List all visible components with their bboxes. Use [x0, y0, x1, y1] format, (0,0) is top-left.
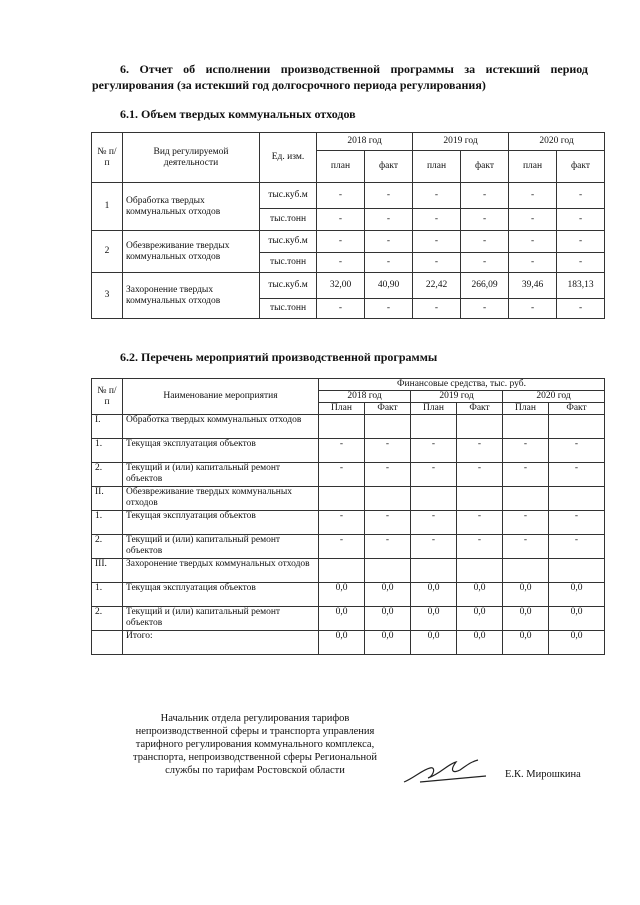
header-plan: план	[317, 151, 365, 183]
row-value: 39,46	[509, 273, 557, 299]
row-value: -	[413, 253, 461, 273]
header-finance: Финансовые средства, тыс. руб.	[319, 379, 605, 391]
row-value: -	[317, 231, 365, 253]
row-value: -	[509, 299, 557, 319]
header-plan: План	[319, 403, 365, 415]
row-value: -	[319, 439, 365, 463]
row-value: 0,0	[503, 607, 549, 631]
row-value: -	[509, 231, 557, 253]
row-value: 183,13	[557, 273, 605, 299]
row-activity: Обезвреживание твердых коммунальных отходов	[123, 231, 260, 273]
row-num: I.	[92, 415, 123, 439]
table-row	[92, 487, 605, 511]
row-value	[549, 415, 605, 439]
row-value: -	[319, 463, 365, 487]
row-value: 266,09	[461, 273, 509, 299]
row-measure-name: Текущая эксплуатация объектов	[123, 583, 319, 607]
row-value: 0,0	[411, 583, 457, 607]
row-value	[503, 559, 549, 583]
row-value	[457, 559, 503, 583]
row-unit: тыс.тонн	[260, 299, 317, 319]
row-measure-name: Текущая эксплуатация объектов	[123, 511, 319, 535]
row-value: 22,42	[413, 273, 461, 299]
row-value	[365, 487, 411, 511]
row-value: 32,00	[317, 273, 365, 299]
row-measure-name: Обработка твердых коммунальных отходов	[123, 415, 319, 439]
row-value	[411, 559, 457, 583]
row-value: 0,0	[457, 607, 503, 631]
row-value: -	[411, 535, 457, 559]
row-activity: Обработка твердых коммунальных отходов	[123, 183, 260, 231]
row-value: -	[413, 299, 461, 319]
row-value: -	[503, 535, 549, 559]
row-value: -	[557, 299, 605, 319]
row-value: -	[411, 463, 457, 487]
row-num: 2.	[92, 607, 123, 631]
header-fact: факт	[365, 151, 413, 183]
row-value: 40,90	[365, 273, 413, 299]
row-value	[365, 559, 411, 583]
row-value	[411, 487, 457, 511]
header-plan: План	[411, 403, 457, 415]
row-num: 2	[92, 231, 123, 273]
row-value: 0,0	[411, 607, 457, 631]
header-num: № п/п	[92, 133, 123, 183]
table-row	[92, 559, 605, 583]
row-measure-name: Текущий и (или) капитальный ремонт объектов	[123, 607, 319, 631]
signer-position: Начальник отдела регулирования тарифов непроизводственной сферы и транспорта управления тарифного регулирования коммунального комплекса, транспорта, непроизводственной сферы Региональной службы по тарифам Ростовской области	[132, 713, 377, 776]
header-year-2019: 2019 год	[411, 391, 503, 403]
row-value: -	[557, 183, 605, 209]
row-value: -	[461, 299, 509, 319]
row-value: 0,0	[365, 607, 411, 631]
row-value	[457, 415, 503, 439]
row-num: III.	[92, 559, 123, 583]
table-row	[92, 511, 605, 535]
row-value: 0,0	[457, 583, 503, 607]
row-unit: тыс.куб.м	[260, 183, 317, 209]
row-value: 0,0	[549, 607, 605, 631]
header-fact: факт	[461, 151, 509, 183]
row-value: -	[503, 439, 549, 463]
row-value: -	[503, 463, 549, 487]
program-measures-table	[91, 378, 605, 655]
row-num: 1.	[92, 439, 123, 463]
row-value: -	[461, 209, 509, 231]
row-value	[319, 415, 365, 439]
row-value: -	[317, 183, 365, 209]
header-year-2018: 2018 год	[319, 391, 411, 403]
header-plan: план	[413, 151, 461, 183]
row-value: -	[317, 209, 365, 231]
header-year-2020: 2020 год	[509, 133, 605, 151]
row-value: -	[365, 231, 413, 253]
row-value: -	[461, 253, 509, 273]
row-value: -	[457, 511, 503, 535]
table-row	[92, 631, 605, 655]
row-value: -	[457, 535, 503, 559]
row-num: 3	[92, 273, 123, 319]
row-value	[365, 415, 411, 439]
header-fact: Факт	[365, 403, 411, 415]
row-value: -	[549, 439, 605, 463]
table-row	[92, 273, 605, 299]
row-value: -	[413, 231, 461, 253]
row-value: -	[549, 511, 605, 535]
row-unit: тыс.куб.м	[260, 231, 317, 253]
row-num: 1.	[92, 511, 123, 535]
header-measure-name: Наименование мероприятия	[123, 379, 319, 415]
handwritten-signature	[400, 752, 490, 792]
row-value: -	[365, 209, 413, 231]
row-value: -	[317, 253, 365, 273]
row-measure-name: Текущий и (или) капитальный ремонт объектов	[123, 463, 319, 487]
row-value: -	[365, 439, 411, 463]
row-value: -	[411, 439, 457, 463]
section-2-title: 6.2. Перечень мероприятий производственной программы	[120, 350, 438, 364]
row-value: -	[365, 253, 413, 273]
row-value	[549, 559, 605, 583]
table-row	[92, 463, 605, 487]
row-value: -	[413, 209, 461, 231]
row-value: -	[365, 183, 413, 209]
row-measure-name: Итого:	[123, 631, 319, 655]
header-activity: Вид регулируемой деятельности	[123, 133, 260, 183]
row-num: 1	[92, 183, 123, 231]
row-value	[503, 415, 549, 439]
row-value: 0,0	[503, 583, 549, 607]
row-value: -	[319, 511, 365, 535]
row-measure-name: Текущий и (или) капитальный ремонт объектов	[123, 535, 319, 559]
row-value	[411, 415, 457, 439]
row-value: 0,0	[319, 583, 365, 607]
row-unit: тыс.тонн	[260, 209, 317, 231]
signer-name: Е.К. Мирошкина	[505, 769, 581, 780]
header-unit: Ед. изм.	[260, 133, 317, 183]
row-value: -	[319, 535, 365, 559]
row-value: -	[457, 439, 503, 463]
row-value: -	[365, 463, 411, 487]
table-row	[92, 607, 605, 631]
header-fact: Факт	[549, 403, 605, 415]
report-heading: 6. Отчет об исполнении производственной программы за истекший период регулирования (за истекший год долгосрочного периода регулирования)	[92, 62, 588, 92]
table-row	[92, 583, 605, 607]
row-value: 0,0	[549, 631, 605, 655]
row-measure-name: Обезвреживание твердых коммунальных отходов	[123, 487, 319, 511]
row-activity: Захоронение твердых коммунальных отходов	[123, 273, 260, 319]
row-value: -	[503, 511, 549, 535]
row-value: -	[549, 535, 605, 559]
waste-volume-table	[91, 132, 605, 319]
header-year-2020: 2020 год	[503, 391, 605, 403]
header-year-2018: 2018 год	[317, 133, 413, 151]
header-plan: План	[503, 403, 549, 415]
row-value: -	[457, 463, 503, 487]
table-row	[92, 439, 605, 463]
table-row	[92, 415, 605, 439]
table-row	[92, 535, 605, 559]
row-value: 0,0	[457, 631, 503, 655]
row-value: -	[509, 183, 557, 209]
row-value: 0,0	[503, 631, 549, 655]
header-num: № п/п	[92, 379, 123, 415]
row-value: 0,0	[411, 631, 457, 655]
row-value: 0,0	[365, 631, 411, 655]
row-value: -	[411, 511, 457, 535]
row-value: -	[557, 209, 605, 231]
row-value: -	[549, 463, 605, 487]
row-value: -	[557, 253, 605, 273]
header-year-2019: 2019 год	[413, 133, 509, 151]
row-num: 1.	[92, 583, 123, 607]
row-value: -	[461, 183, 509, 209]
row-value: -	[365, 299, 413, 319]
header-fact: факт	[557, 151, 605, 183]
table-row	[92, 231, 605, 253]
row-value: 0,0	[365, 583, 411, 607]
row-measure-name: Захоронение твердых коммунальных отходов	[123, 559, 319, 583]
row-value	[503, 487, 549, 511]
row-num	[92, 631, 123, 655]
row-value: -	[509, 209, 557, 231]
row-value: -	[365, 511, 411, 535]
header-plan: план	[509, 151, 557, 183]
row-value: -	[461, 231, 509, 253]
row-value	[319, 559, 365, 583]
row-value: -	[509, 253, 557, 273]
row-value	[319, 487, 365, 511]
row-value: 0,0	[319, 631, 365, 655]
row-value: -	[413, 183, 461, 209]
row-unit: тыс.тонн	[260, 253, 317, 273]
row-measure-name: Текущая эксплуатация объектов	[123, 439, 319, 463]
row-unit: тыс.куб.м	[260, 273, 317, 299]
row-value	[549, 487, 605, 511]
row-value: -	[365, 535, 411, 559]
row-num: 2.	[92, 535, 123, 559]
row-value: -	[557, 231, 605, 253]
row-num: 2.	[92, 463, 123, 487]
row-value: 0,0	[549, 583, 605, 607]
table-row	[92, 183, 605, 209]
header-fact: Факт	[457, 403, 503, 415]
row-num: II.	[92, 487, 123, 511]
row-value: -	[317, 299, 365, 319]
row-value	[457, 487, 503, 511]
row-value: 0,0	[319, 607, 365, 631]
section-1-title: 6.1. Объем твердых коммунальных отходов	[120, 107, 356, 121]
